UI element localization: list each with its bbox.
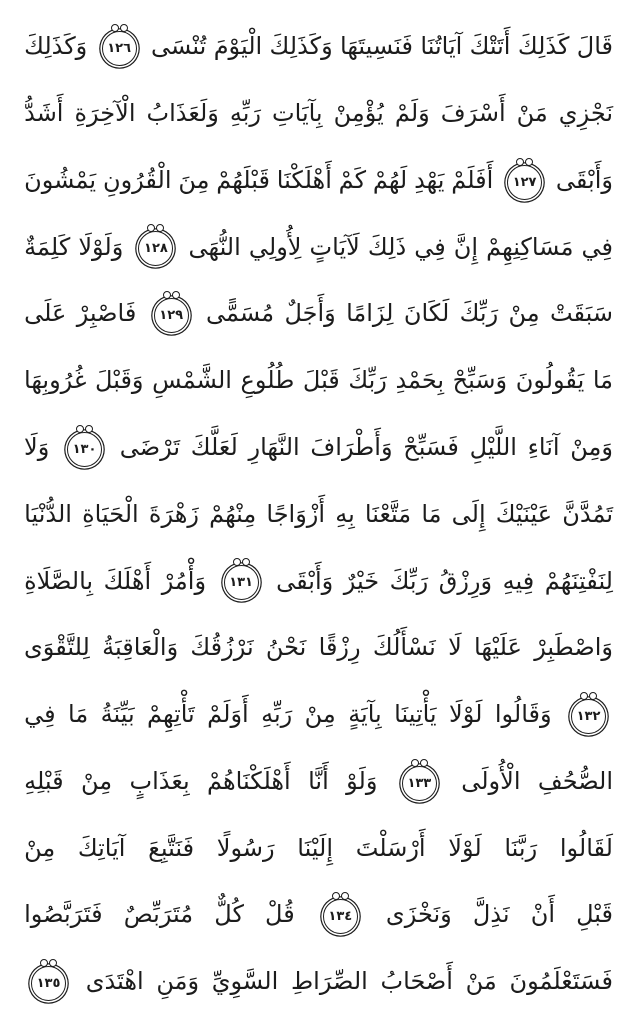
quran-word: وَأَطْرَافَ xyxy=(310,432,393,461)
quran-word: أَتَتْكَ xyxy=(469,32,511,61)
quran-word: فَنَسِيتَهَا xyxy=(340,32,414,61)
quran-word: غُرُوبِهَا xyxy=(24,366,87,395)
quran-word: لِزَامًا xyxy=(346,299,394,328)
quran-word: بِهِ xyxy=(335,499,355,528)
quran-word: رِزْقًا xyxy=(318,633,361,662)
quran-word: وَلَوْلَا xyxy=(78,232,124,261)
quran-word: تَمُدَّنَّ xyxy=(562,499,613,528)
quran-word: إِلَى xyxy=(451,499,486,528)
mushaf-line xyxy=(24,949,613,1014)
quran-word: أَهْلَكَ xyxy=(103,566,152,595)
quran-word: قَبْلِهِ xyxy=(24,766,64,795)
quran-word: وَأَبْقَى xyxy=(276,566,334,595)
quran-word: مَسَاكِنِهِمْ xyxy=(486,232,574,261)
quran-word: أَهْلَكْنَاهُمْ xyxy=(207,766,291,795)
ayah-number: ١٢٨ xyxy=(144,241,168,257)
quran-word: عَلَيْهَا xyxy=(474,633,522,662)
quran-word: قَبْلِ xyxy=(576,900,613,929)
quran-word: ذَلِكَ xyxy=(367,232,407,261)
quran-word: مَا xyxy=(592,366,613,395)
quran-word: رَبِّكَ xyxy=(348,366,387,395)
quran-word: لَوْلَا xyxy=(449,700,483,729)
quran-word: أَوَلَمْ xyxy=(207,700,249,729)
quran-word: الدُّنْيَا xyxy=(24,499,72,528)
quran-word: تَرْضَى xyxy=(119,432,181,461)
quran-word: مَا xyxy=(68,700,89,729)
quran-word: وَلَوْ xyxy=(346,766,378,795)
quran-word: الْأُولَى xyxy=(461,766,521,795)
quran-word: تَأْتِهِمْ xyxy=(147,700,195,729)
quran-word: وَأَجَلٌ xyxy=(284,299,336,328)
quran-word: وَنَخْزَى xyxy=(385,900,452,929)
quran-word: عَلَى xyxy=(24,299,67,328)
mushaf-line xyxy=(24,281,613,346)
quran-word: آيَاتِكَ xyxy=(77,833,126,862)
mushaf-line xyxy=(24,14,613,79)
quran-word: وَأَبْقَى xyxy=(555,165,613,194)
ayah-end-marker xyxy=(224,565,259,600)
ayah-number: ١٣٥ xyxy=(36,975,61,991)
quran-word: بَيِّنَةُ xyxy=(100,700,135,729)
ayah-end-marker xyxy=(154,298,189,333)
quran-word: آنَاءِ xyxy=(527,432,560,461)
quran-word: رَبِّهِ xyxy=(229,99,262,128)
quran-word: بِآيَةٍ xyxy=(348,700,382,729)
ayah-end-marker xyxy=(571,699,606,734)
quran-word: أَهْلَكْنَا xyxy=(276,165,332,194)
quran-word: وَلَا xyxy=(24,432,50,461)
quran-word: مِنْ xyxy=(81,766,113,795)
quran-word: كَمْ xyxy=(338,165,367,194)
quran-word: رَبِّهِ xyxy=(261,700,293,729)
quran-word: وَسَبِّحْ xyxy=(452,366,508,395)
quran-word: كُلٌّ xyxy=(214,900,244,929)
ayah-end-marker xyxy=(507,165,542,200)
mushaf-line xyxy=(24,615,613,680)
quran-word: وَلَعَذَابُ xyxy=(146,99,219,128)
quran-word: أَفَلَمْ xyxy=(451,165,494,194)
quran-word: وَقَبْلَ xyxy=(95,366,144,395)
quran-word: نَذِلَّ xyxy=(472,900,510,929)
quran-word: وَمَنِ xyxy=(156,967,200,996)
quran-word: اللَّيْلِ xyxy=(469,432,517,461)
quran-word: إِنَّ xyxy=(453,232,479,261)
quran-word: يُؤْمِنْ xyxy=(333,99,384,128)
quran-word: مِنْهُمْ xyxy=(209,499,257,528)
quran-word: لَقَالُوا xyxy=(559,833,613,862)
mushaf-line xyxy=(24,148,613,213)
quran-word: لَا xyxy=(448,633,462,662)
quran-word: يَهْدِ xyxy=(414,165,445,194)
quran-word: عَيْنَيْكَ xyxy=(495,499,553,528)
quran-word: مِنْ xyxy=(304,700,336,729)
ayah-end-marker xyxy=(138,231,173,266)
quran-word: تُنْسَى xyxy=(150,32,207,61)
quran-word: وَأْمُرْ xyxy=(161,566,207,595)
quran-word: لَهُمْ xyxy=(372,165,408,194)
quran-word: أَصْحَابُ xyxy=(380,967,453,996)
quran-word: الْآخِرَةِ xyxy=(74,99,136,128)
quran-word: أَزْوَاجًا xyxy=(266,499,326,528)
quran-word: لِأُولِي xyxy=(248,232,302,261)
ayah-end-marker xyxy=(102,31,137,66)
quran-word: وَكَذَلِكَ xyxy=(24,32,88,61)
quran-word: فَنَتَّبِعَ xyxy=(148,833,195,862)
quran-word: قَالَ xyxy=(576,32,613,61)
quran-word: مُتَرَبِّصٌ xyxy=(123,900,194,929)
quran-word: نَجْزِي xyxy=(558,99,613,128)
quran-word: فِي xyxy=(414,232,446,261)
quran-word: أَنَّا xyxy=(308,766,329,795)
mushaf-line xyxy=(24,415,613,480)
ayah-number: ١٣٢ xyxy=(576,708,601,724)
quran-word: لِنَفْتِنَهُمْ xyxy=(544,566,613,595)
quran-word: كَلِمَةٌ xyxy=(24,232,71,261)
ayah-number: ١٣٣ xyxy=(407,775,432,791)
quran-word: الصُّحُفِ xyxy=(537,766,613,795)
mushaf-line xyxy=(24,548,613,613)
quran-word: مَنْ xyxy=(516,99,548,128)
quran-word: بِحَمْدِ xyxy=(395,366,445,395)
quran-word: رَبِّكَ xyxy=(459,299,499,328)
quran-word: رَسُولًا xyxy=(216,833,275,862)
quran-word: وَلَمْ xyxy=(394,99,430,128)
quran-word: إِلَيْنَا xyxy=(297,833,334,862)
quran-word: فِيهِ xyxy=(502,566,535,595)
ayah-number: ١٣٤ xyxy=(328,909,353,925)
quran-word: أَنْ xyxy=(530,900,555,929)
quran-word: بِآيَاتِ xyxy=(272,99,323,128)
quran-word: سَبَقَتْ xyxy=(549,299,613,328)
mushaf-line xyxy=(24,749,613,814)
quran-word: الصِّرَاطِ xyxy=(290,967,368,996)
quran-word: يَقُولُونَ xyxy=(515,366,585,395)
mushaf-line xyxy=(24,815,613,880)
quran-word: بِالصَّلَاةِ xyxy=(24,566,94,595)
quran-word: مِنَ xyxy=(178,165,210,194)
quran-word: فِي xyxy=(581,232,613,261)
ayah-number: ١٢٧ xyxy=(512,174,537,190)
mushaf-line xyxy=(24,348,613,413)
quran-word: مِنْ xyxy=(24,833,56,862)
quran-word: لَعَلَّكَ xyxy=(190,432,238,461)
quran-word: كَذَلِكَ xyxy=(517,32,570,61)
mushaf-line xyxy=(24,81,613,146)
ayah-end-marker xyxy=(67,432,102,467)
quran-word: وَقَالُوا xyxy=(494,700,552,729)
quran-word: يَأْتِينَا xyxy=(394,700,437,729)
quran-word: فَسَبِّحْ xyxy=(403,432,459,461)
quran-word: الْقُرُونِ xyxy=(102,165,172,194)
quran-word: خَيْرٌ xyxy=(343,566,380,595)
quran-word: نَحْنُ xyxy=(265,633,307,662)
quran-word: نَسْأَلُكَ xyxy=(372,633,436,662)
quran-word: وَرِزْقُ xyxy=(438,566,493,595)
ayah-end-marker xyxy=(31,966,66,1001)
ayah-end-marker xyxy=(402,766,437,801)
quran-word: وَاصْطَبِرْ xyxy=(534,633,613,662)
quran-word: الْحَيَاةِ xyxy=(82,499,139,528)
quran-word: فِي xyxy=(24,700,56,729)
quran-word: اهْتَدَى xyxy=(85,967,144,996)
quran-word: الشَّمْسِ xyxy=(152,366,232,395)
mushaf-line xyxy=(24,882,613,947)
quran-word: زَهْرَةَ xyxy=(148,499,199,528)
ayah-number: ١٣٠ xyxy=(72,441,97,457)
ayah-end-marker xyxy=(323,899,358,934)
quran-word: النُّهَى xyxy=(188,232,241,261)
mushaf-line xyxy=(24,682,613,747)
quran-word: السَّوِيِّ xyxy=(211,967,279,996)
quran-word: وَكَذَلِكَ xyxy=(269,32,333,61)
quran-word: وَمِنْ xyxy=(570,432,613,461)
mushaf-line xyxy=(24,481,613,546)
quran-word: مِنْ xyxy=(508,299,540,328)
quran-word: بِعَذَابٍ xyxy=(129,766,190,795)
quran-word: مُسَمًّى xyxy=(206,299,275,328)
quran-word: يَمْشُونَ xyxy=(24,165,97,194)
quran-word: النَّهَارِ xyxy=(248,432,300,461)
quran-word: آيَاتُنَا xyxy=(420,32,463,61)
quran-word: طُلُوعِ xyxy=(240,366,295,395)
quran-word: فَسَتَعْلَمُونَ xyxy=(509,967,613,996)
quran-word: لَكَانَ xyxy=(403,299,450,328)
mushaf-line xyxy=(24,214,613,279)
quran-word: قُلْ xyxy=(265,900,295,929)
quran-word: أَرْسَلْتَ xyxy=(355,833,426,862)
quran-word: أَشَدُّ xyxy=(24,99,64,128)
quran-word: مَنْ xyxy=(465,967,497,996)
ayah-number: ١٣١ xyxy=(229,575,253,591)
quran-word: أَسْرَفَ xyxy=(440,99,506,128)
ayah-number: ١٢٦ xyxy=(107,41,132,56)
quran-word: نَرْزُقُكَ xyxy=(190,633,254,662)
ayah-number: ١٢٩ xyxy=(159,308,184,324)
quran-word: لَآيَاتٍ xyxy=(309,232,360,261)
quran-word: قَبْلَهُمْ xyxy=(216,165,270,194)
quran-word: لَوْلَا xyxy=(448,833,482,862)
quran-word: وَالْعَاقِبَةُ xyxy=(102,633,179,662)
quran-word: رَبَّنَا xyxy=(504,833,538,862)
quran-word: الْيَوْمَ xyxy=(213,32,263,61)
quran-word: فَتَرَبَّصُوا xyxy=(24,900,103,929)
quran-word: رَبِّكَ xyxy=(389,566,429,595)
quran-word: لِلتَّقْوَى xyxy=(24,633,90,662)
quran-word: مَا xyxy=(421,499,442,528)
quran-word: مَتَّعْنَا xyxy=(364,499,412,528)
quran-word: فَاصْبِرْ xyxy=(76,299,137,328)
quran-word: قَبْلَ xyxy=(302,366,340,395)
